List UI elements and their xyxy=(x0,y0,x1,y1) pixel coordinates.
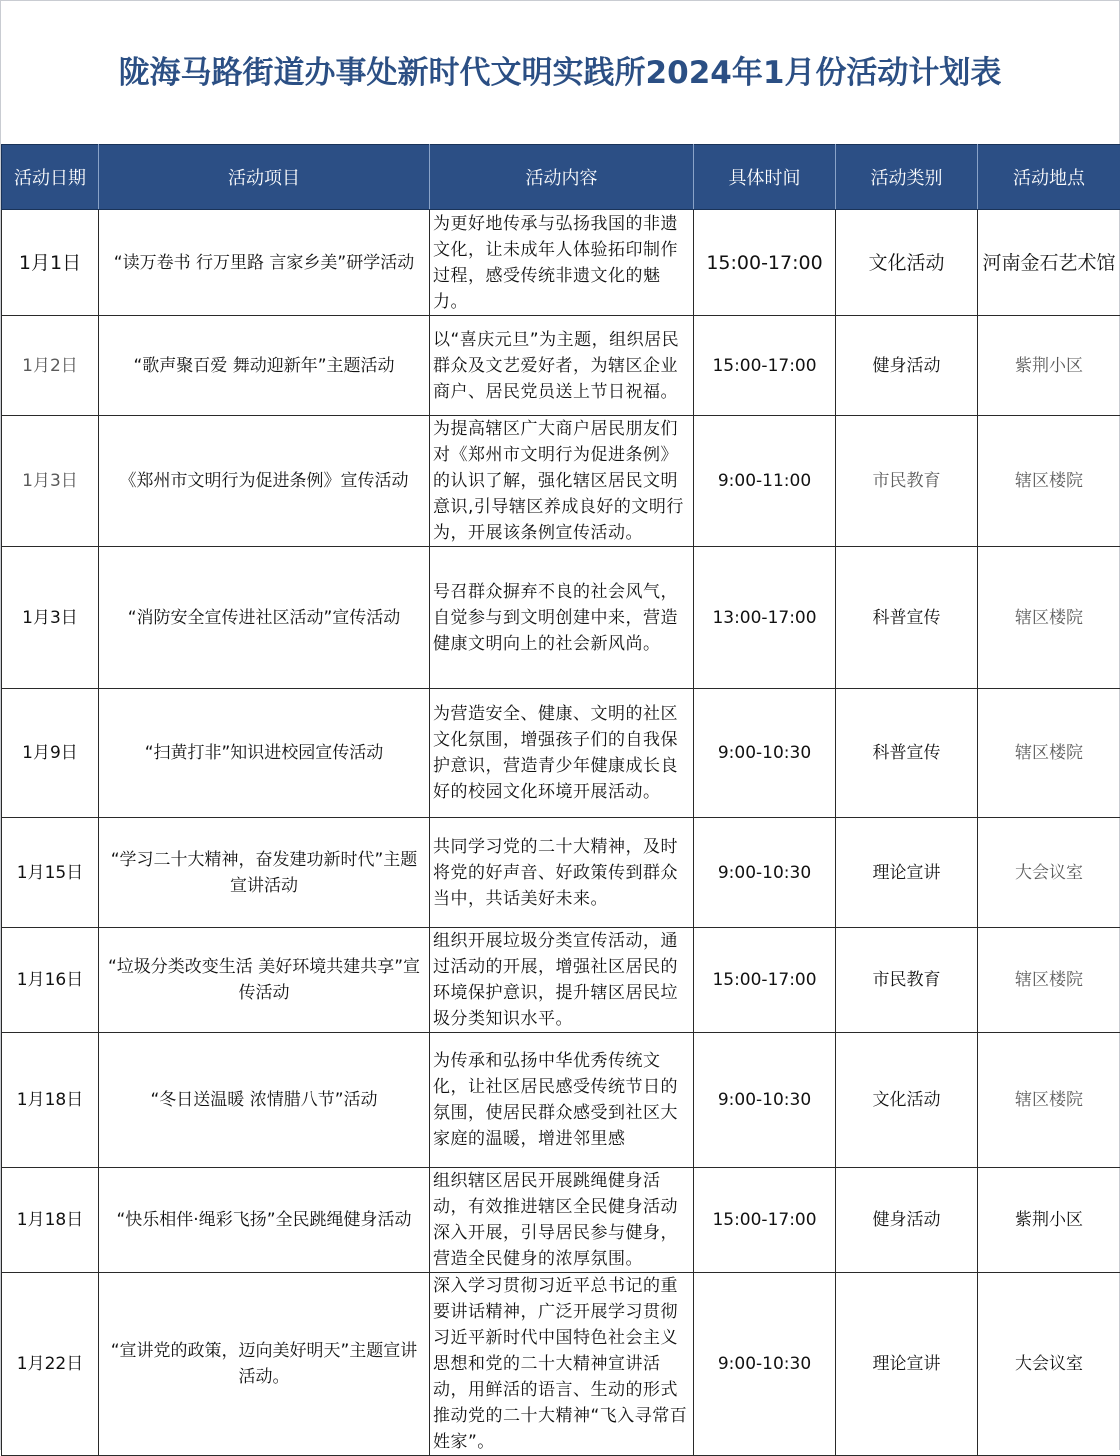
cell-location: 辖区楼院 xyxy=(978,928,1120,1033)
cell-category: 健身活动 xyxy=(836,316,978,416)
cell-date: 1月22日 xyxy=(2,1273,99,1456)
cell-time: 9:00-10:30 xyxy=(694,689,836,818)
cell-content: 为营造安全、健康、文明的社区文化氛围，增强孩子们的自我保护意识，营造青少年健康成长良好的校园文化环境开展活动。 xyxy=(430,689,694,818)
cell-item: “学习二十大精神，奋发建功新时代”主题宣讲活动 xyxy=(99,818,430,928)
cell-content: 为更好地传承与弘扬我国的非遗文化，让未成年人体验拓印制作过程，感受传统非遗文化的魅力。 xyxy=(430,210,694,316)
cell-date: 1月1日 xyxy=(2,210,99,316)
table-row xyxy=(2,689,1120,818)
cell-content: 深入学习贯彻习近平总书记的重要讲话精神，广泛开展学习贯彻习近平新时代中国特色社会主义思想和党的二十大精神宣讲活动，用鲜活的语言、生动的形式推动党的二十大精神“飞入寻常百姓家”。 xyxy=(430,1273,694,1456)
cell-category: 理论宣讲 xyxy=(836,818,978,928)
table-row xyxy=(2,1033,1120,1168)
cell-location: 辖区楼院 xyxy=(978,1033,1120,1168)
cell-date: 1月16日 xyxy=(2,928,99,1033)
cell-content: 号召群众摒弃不良的社会风气，自觉参与到文明创建中来，营造健康文明向上的社会新风尚。 xyxy=(430,547,694,689)
cell-time: 15:00-17:00 xyxy=(694,928,836,1033)
header-date: 活动日期 xyxy=(2,145,99,210)
cell-item: “消防安全宣传进社区活动”宣传活动 xyxy=(99,547,430,689)
cell-time: 15:00-17:00 xyxy=(694,1168,836,1273)
table-row xyxy=(2,210,1120,316)
cell-item: “快乐相伴·绳彩飞扬”全民跳绳健身活动 xyxy=(99,1168,430,1273)
cell-date: 1月18日 xyxy=(2,1168,99,1273)
cell-content: 为传承和弘扬中华优秀传统文化，让社区居民感受传统节日的氛围，使居民群众感受到社区大家庭的温暖，增进邻里感 xyxy=(430,1033,694,1168)
table-row xyxy=(2,1168,1120,1273)
table-row xyxy=(2,316,1120,416)
table-row xyxy=(2,818,1120,928)
header-location: 活动地点 xyxy=(978,145,1120,210)
header-content: 活动内容 xyxy=(430,145,694,210)
cell-item: “宣讲党的政策，迈向美好明天”主题宣讲活动。 xyxy=(99,1273,430,1456)
table-row xyxy=(2,928,1120,1033)
header-time: 具体时间 xyxy=(694,145,836,210)
cell-date: 1月3日 xyxy=(2,416,99,547)
cell-date: 1月18日 xyxy=(2,1033,99,1168)
activity-table xyxy=(1,144,1120,1456)
table-row xyxy=(2,416,1120,547)
cell-location: 大会议室 xyxy=(978,1273,1120,1456)
table-row xyxy=(2,1273,1120,1456)
cell-time: 13:00-17:00 xyxy=(694,547,836,689)
cell-category: 文化活动 xyxy=(836,1033,978,1168)
cell-content: 共同学习党的二十大精神，及时将党的好声音、好政策传到群众当中，共话美好未来。 xyxy=(430,818,694,928)
cell-category: 市民教育 xyxy=(836,416,978,547)
cell-date: 1月15日 xyxy=(2,818,99,928)
cell-location: 大会议室 xyxy=(978,818,1120,928)
cell-time: 9:00-11:00 xyxy=(694,416,836,547)
cell-category: 文化活动 xyxy=(836,210,978,316)
cell-category: 科普宣传 xyxy=(836,689,978,818)
cell-content: 为提高辖区广大商户居民朋友们对《郑州市文明行为促进条例》的认识了解，强化辖区居民文明意识,引导辖区养成良好的文明行为，开展该条例宣传活动。 xyxy=(430,416,694,547)
cell-location: 紫荆小区 xyxy=(978,1168,1120,1273)
cell-item: “垃圾分类改变生活 美好环境共建共享”宣传活动 xyxy=(99,928,430,1033)
cell-time: 15:00-17:00 xyxy=(694,316,836,416)
cell-location: 辖区楼院 xyxy=(978,547,1120,689)
cell-item: “冬日送温暖 浓情腊八节”活动 xyxy=(99,1033,430,1168)
cell-content: 组织辖区居民开展跳绳健身活动，有效推进辖区全民健身活动深入开展，引导居民参与健身，营造全民健身的浓厚氛围。 xyxy=(430,1168,694,1273)
cell-item: 《郑州市文明行为促进条例》宣传活动 xyxy=(99,416,430,547)
cell-content: 以“喜庆元旦”为主题，组织居民群众及文艺爱好者，为辖区企业商户、居民党员送上节日祝福。 xyxy=(430,316,694,416)
cell-category: 理论宣讲 xyxy=(836,1273,978,1456)
cell-content: 组织开展垃圾分类宣传活动，通过活动的开展，增强社区居民的环境保护意识，提升辖区居民垃圾分类知识水平。 xyxy=(430,928,694,1033)
title-area xyxy=(1,1,1119,144)
cell-location: 辖区楼院 xyxy=(978,689,1120,818)
cell-item: “扫黄打非”知识进校园宣传活动 xyxy=(99,689,430,818)
cell-date: 1月9日 xyxy=(2,689,99,818)
cell-time: 9:00-10:30 xyxy=(694,1273,836,1456)
page-title: 陇海马路街道办事处新时代文明实践所2024年1月份活动计划表 xyxy=(119,47,1002,92)
table-header-row xyxy=(2,145,1120,210)
cell-location: 紫荆小区 xyxy=(978,316,1120,416)
cell-date: 1月3日 xyxy=(2,547,99,689)
header-category: 活动类别 xyxy=(836,145,978,210)
cell-time: 9:00-10:30 xyxy=(694,1033,836,1168)
cell-category: 健身活动 xyxy=(836,1168,978,1273)
cell-category: 市民教育 xyxy=(836,928,978,1033)
cell-time: 9:00-10:30 xyxy=(694,818,836,928)
cell-time: 15:00-17:00 xyxy=(694,210,836,316)
cell-item: “读万卷书 行万里路 言家乡美”研学活动 xyxy=(99,210,430,316)
table-row xyxy=(2,547,1120,689)
cell-category: 科普宣传 xyxy=(836,547,978,689)
cell-date: 1月2日 xyxy=(2,316,99,416)
header-item: 活动项目 xyxy=(99,145,430,210)
cell-location: 辖区楼院 xyxy=(978,416,1120,547)
cell-location: 河南金石艺术馆 xyxy=(978,210,1120,316)
cell-item: “歌声聚百爱 舞动迎新年”主题活动 xyxy=(99,316,430,416)
